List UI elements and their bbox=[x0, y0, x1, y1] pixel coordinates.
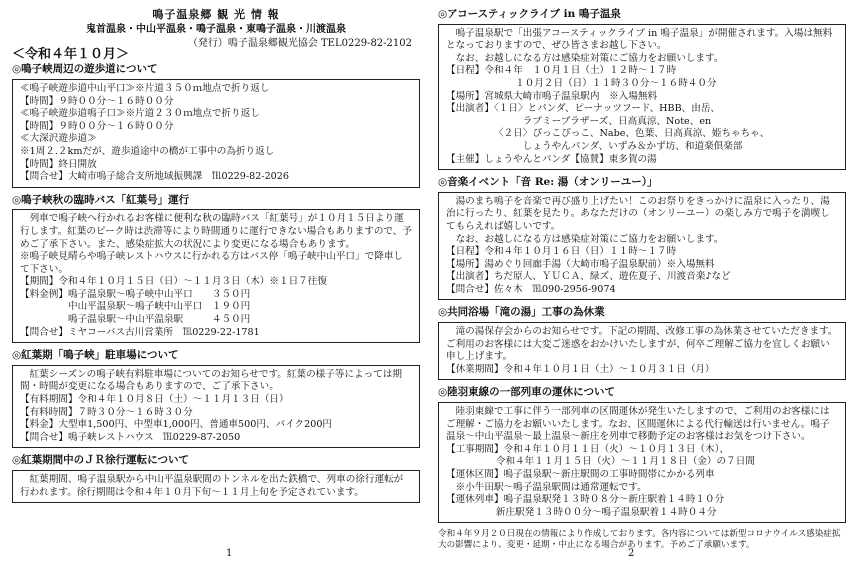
text-line: 【運休列車】鳴子温泉駅発１３時０８分～新庄駅着１４時１０分 bbox=[446, 494, 725, 506]
text-line: 新庄駅発１３時００分～鳴子温泉駅着１４時０４分 bbox=[495, 506, 717, 518]
text-line: 【期間】令和４年１０月１５日（日）～１１月３日（木）※１日７往復 bbox=[20, 276, 327, 288]
text-line: 【主催】しょうやんとパンダ【協賛】東多賀の湯 bbox=[446, 153, 657, 165]
text-paragraph: なお、お越しになる方は感染症対策にご協力をお願いします。 bbox=[455, 233, 724, 245]
text-line: 【運休区間】鳴子温泉駅～新庄駅間の工事時間帯にかかる列車 bbox=[446, 469, 715, 480]
text-line: ※小牛田駅～鳴子温泉駅間は通常運転です。 bbox=[455, 481, 647, 493]
music-box bbox=[438, 192, 846, 301]
footnote: 令和４年９月２０日現在の情報により作成しております。各内容については新型コロナウイルス感染症拡大の影響により、変更・延期・中止になる場合があります。予めご了承願います。 bbox=[438, 529, 841, 551]
text-line: ≪鳴子峡遊歩道中山平口≫※片道３５０ｍ地点で折り返し bbox=[20, 82, 270, 94]
page-title: 鳴子温泉郷 観 光 情 報 bbox=[152, 8, 280, 21]
text-paragraph: 列車で鳴子峡へ行かれるお客様に便利な秋の臨時バス「紅葉号」が１０月１５日より運行します。紅葉のピーク時は渋滞等により時間通りに運行できない場合もありますので、予めご了承下さい。また、感染症拡大の状況により変更になる場合もあります。 bbox=[20, 213, 412, 250]
text-line: 【出演者】〈１日〉とパンダ、ピーナッツフード、HBB、由岳、 bbox=[446, 103, 721, 115]
text-line: ≪鳴子峡遊歩道鳴子口≫※片道２３０ｍ地点で折り返し bbox=[20, 108, 260, 120]
text-line: しょうやんパンダ、いずみ＆かず坊、和道楽俱楽部 bbox=[522, 140, 743, 152]
text-paragraph: 陸羽東線で工事に伴う一部列車の区間運休が発生いたしますので、ご利用のお客様にはご理解・ご協力をお願いいたします。なお、区間運休による代行輸送は行いません。鳴子温泉～中山平温泉～最上温泉～新庄を列車で移動予定のお客様はお気をつけ下さい。 bbox=[446, 406, 830, 443]
text-line: 〈２日〉ぴっこぴっこ、Nabe、色葉、日高真涼、姫ちゃちゃ、 bbox=[494, 128, 770, 140]
page-number-2: 2 bbox=[628, 548, 635, 559]
text-line: 【時間】９時００分～１６時００分 bbox=[20, 120, 174, 132]
section-title-parking: ◎紅葉期「鳴子峡」駐車場について bbox=[12, 349, 179, 362]
text-line: 【問合せ】鳴子峡レストハウス ℡0229-87-2050 bbox=[20, 431, 241, 443]
text-paragraph: なお、お越しになる方は感染症対策にご協力をお願いします。 bbox=[455, 52, 724, 64]
text-paragraph: 湯のまち鳴子を音楽で再び盛り上げたい！このお祭りをきっかけに温泉に入ったり、湯治に行ったり、紅葉を見たり。あなただけの（オンリーユー）の楽しみ方で鳴子を満喫してもらえれば嬉しいです。 bbox=[446, 195, 830, 232]
text-paragraph: 紅葉シーズンの鳴子峡有料駐車場についてのお知らせです。紅葉の様子等によっては期間・時間が変更になる場合もありますので、ご了承下さい。 bbox=[20, 368, 403, 393]
text-line: ラブミーブラザーズ、日高真涼、Note、en bbox=[522, 115, 712, 127]
text-line: 【問合せ】佐々木 ℡090-2956-9074 bbox=[446, 283, 616, 295]
text-line: 【有料期間】令和４年１０月８日（土）～１１月１３日（日） bbox=[20, 394, 289, 406]
text-line: 【休業期間】令和４年１０月１日（土）～１０月３１日（月） bbox=[446, 363, 715, 375]
text-paragraph: 鳴子温泉駅で「出張アコースティックライブ in 鳴子温泉」が開催されます。入場は無料となっておりますので、ぜひ皆さまお越し下さい。 bbox=[446, 27, 833, 52]
live-box bbox=[438, 24, 846, 171]
section-title-bath: ◎共同浴場「滝の湯」工事の為休業 bbox=[438, 306, 605, 319]
text-line: 【時間】９時００分～１６時００分 bbox=[20, 95, 174, 107]
jr-slow-box bbox=[12, 470, 420, 503]
section-title-live: ◎アコースティックライブ in 鳴子温泉 bbox=[438, 8, 621, 20]
bath-box bbox=[438, 322, 846, 380]
section-title-jr-slow: ◎紅葉期間中のＪＲ徐行運転について bbox=[12, 454, 189, 467]
publisher-info: （発行）鳴子温泉郷観光協会 TEL0229-82-2102 bbox=[187, 38, 412, 50]
left-column bbox=[12, 0, 420, 503]
text-paragraph: 滝の湯保存会からのお知らせです。下記の期間、改修工事の為休業させていただきます。ご利用のお客様には大変ご迷惑をおかけいたしますが、何卒ご理解ご協力を宜しくお願い申し上げます。 bbox=[446, 326, 838, 363]
text-line: 中山平温泉駅～鳴子峡中山平口 １９０円 bbox=[68, 301, 251, 313]
text-line: １０月２日（日）１１時３０分～１６時４０分 bbox=[515, 77, 717, 89]
text-line: 【場所】宮城県大崎市鳴子温泉駅内 ※入場無料 bbox=[446, 90, 658, 102]
text-line: 【料金】大型車1,500円、中型車1,000円、普通車500円、バイク200円 bbox=[20, 419, 333, 431]
text-line: 【場所】湯めぐり回廊手湯（大崎市鳴子温泉駅前）※入場無料 bbox=[446, 258, 715, 270]
text-paragraph: ※鳴子峡見晴らや鳴子峡レストハウスに行かれる方はバス停「鳴子峡中山平口」で降車して下さい。 bbox=[20, 251, 403, 275]
text-line: 【問合せ】ミヤコーバス古川営業所 ℡0229-22-1781 bbox=[20, 326, 260, 338]
gorge-trail-box bbox=[12, 79, 420, 188]
rail-suspend-box bbox=[438, 402, 846, 523]
text-line: 【日程】令和４年１０月１６日（日）１１時～１７時 bbox=[446, 246, 677, 258]
onsen-areas: 鬼首温泉・中山平温泉・鳴子温泉・東鳴子温泉・川渡温泉 bbox=[86, 23, 346, 35]
text-line: 【日程】令和４年 １０月１日（土）１２時～１７時 bbox=[446, 65, 677, 77]
text-line: 令和４年１１月１５日（火）～１１月１８日（金）の７日間 bbox=[495, 456, 755, 468]
section-title-bus: ◎鳴子峡秋の臨時バス「紅葉号」運行 bbox=[12, 193, 190, 206]
text-line: 【有料時間】７時３０分～１６時３０分 bbox=[20, 406, 193, 418]
right-column bbox=[438, 0, 846, 551]
section-title-gorge-trail: ◎鳴子峡周辺の遊歩道について bbox=[12, 63, 158, 76]
parking-box bbox=[12, 365, 420, 449]
text-line: 【料金例】鳴子温泉駅～鳴子峡中山平口 ３５０円 bbox=[20, 288, 251, 300]
text-line: 【出演者】ちだ原人、ＹＵＣＡ、緑ズ、遊佐夏子、川渡音楽♪など bbox=[446, 271, 731, 283]
date-heading: ＜令和４年１０月＞ bbox=[12, 46, 130, 62]
text-line: 【時間】終日開放 bbox=[20, 158, 97, 170]
text-paragraph: 紅葉期間、鳴子温泉駅から中山平温泉駅間のトンネルを出た鉄橋で、列車の徐行運転が行われます。徐行期間は令和４年１０月下旬～１１月上旬を予定されています。 bbox=[20, 474, 404, 498]
text-line: 【問合せ】大崎市鳴子総合支所地域振興課 ℡0229-82-2026 bbox=[20, 171, 289, 183]
bus-box bbox=[12, 209, 420, 343]
text-line: ※1周２.２kmだが、遊歩道途中の橋が工事中の為折り返し bbox=[20, 145, 275, 157]
section-title-music: ◎音楽イベント「音 Re: 湯（オンリーユー）」 bbox=[438, 176, 658, 189]
page-number-1: 1 bbox=[226, 548, 233, 559]
text-line: 【工事期間】令和４年１０月１１日（火）～１０月１３日（木）、 bbox=[446, 443, 730, 455]
text-line: 鳴子温泉駅～中山平温泉駅 ４５０円 bbox=[68, 314, 251, 326]
text-line: ≪大深沢遊歩道≫ bbox=[20, 133, 97, 145]
section-title-rail-suspend: ◎陸羽東線の一部列車の運休について bbox=[438, 386, 615, 399]
